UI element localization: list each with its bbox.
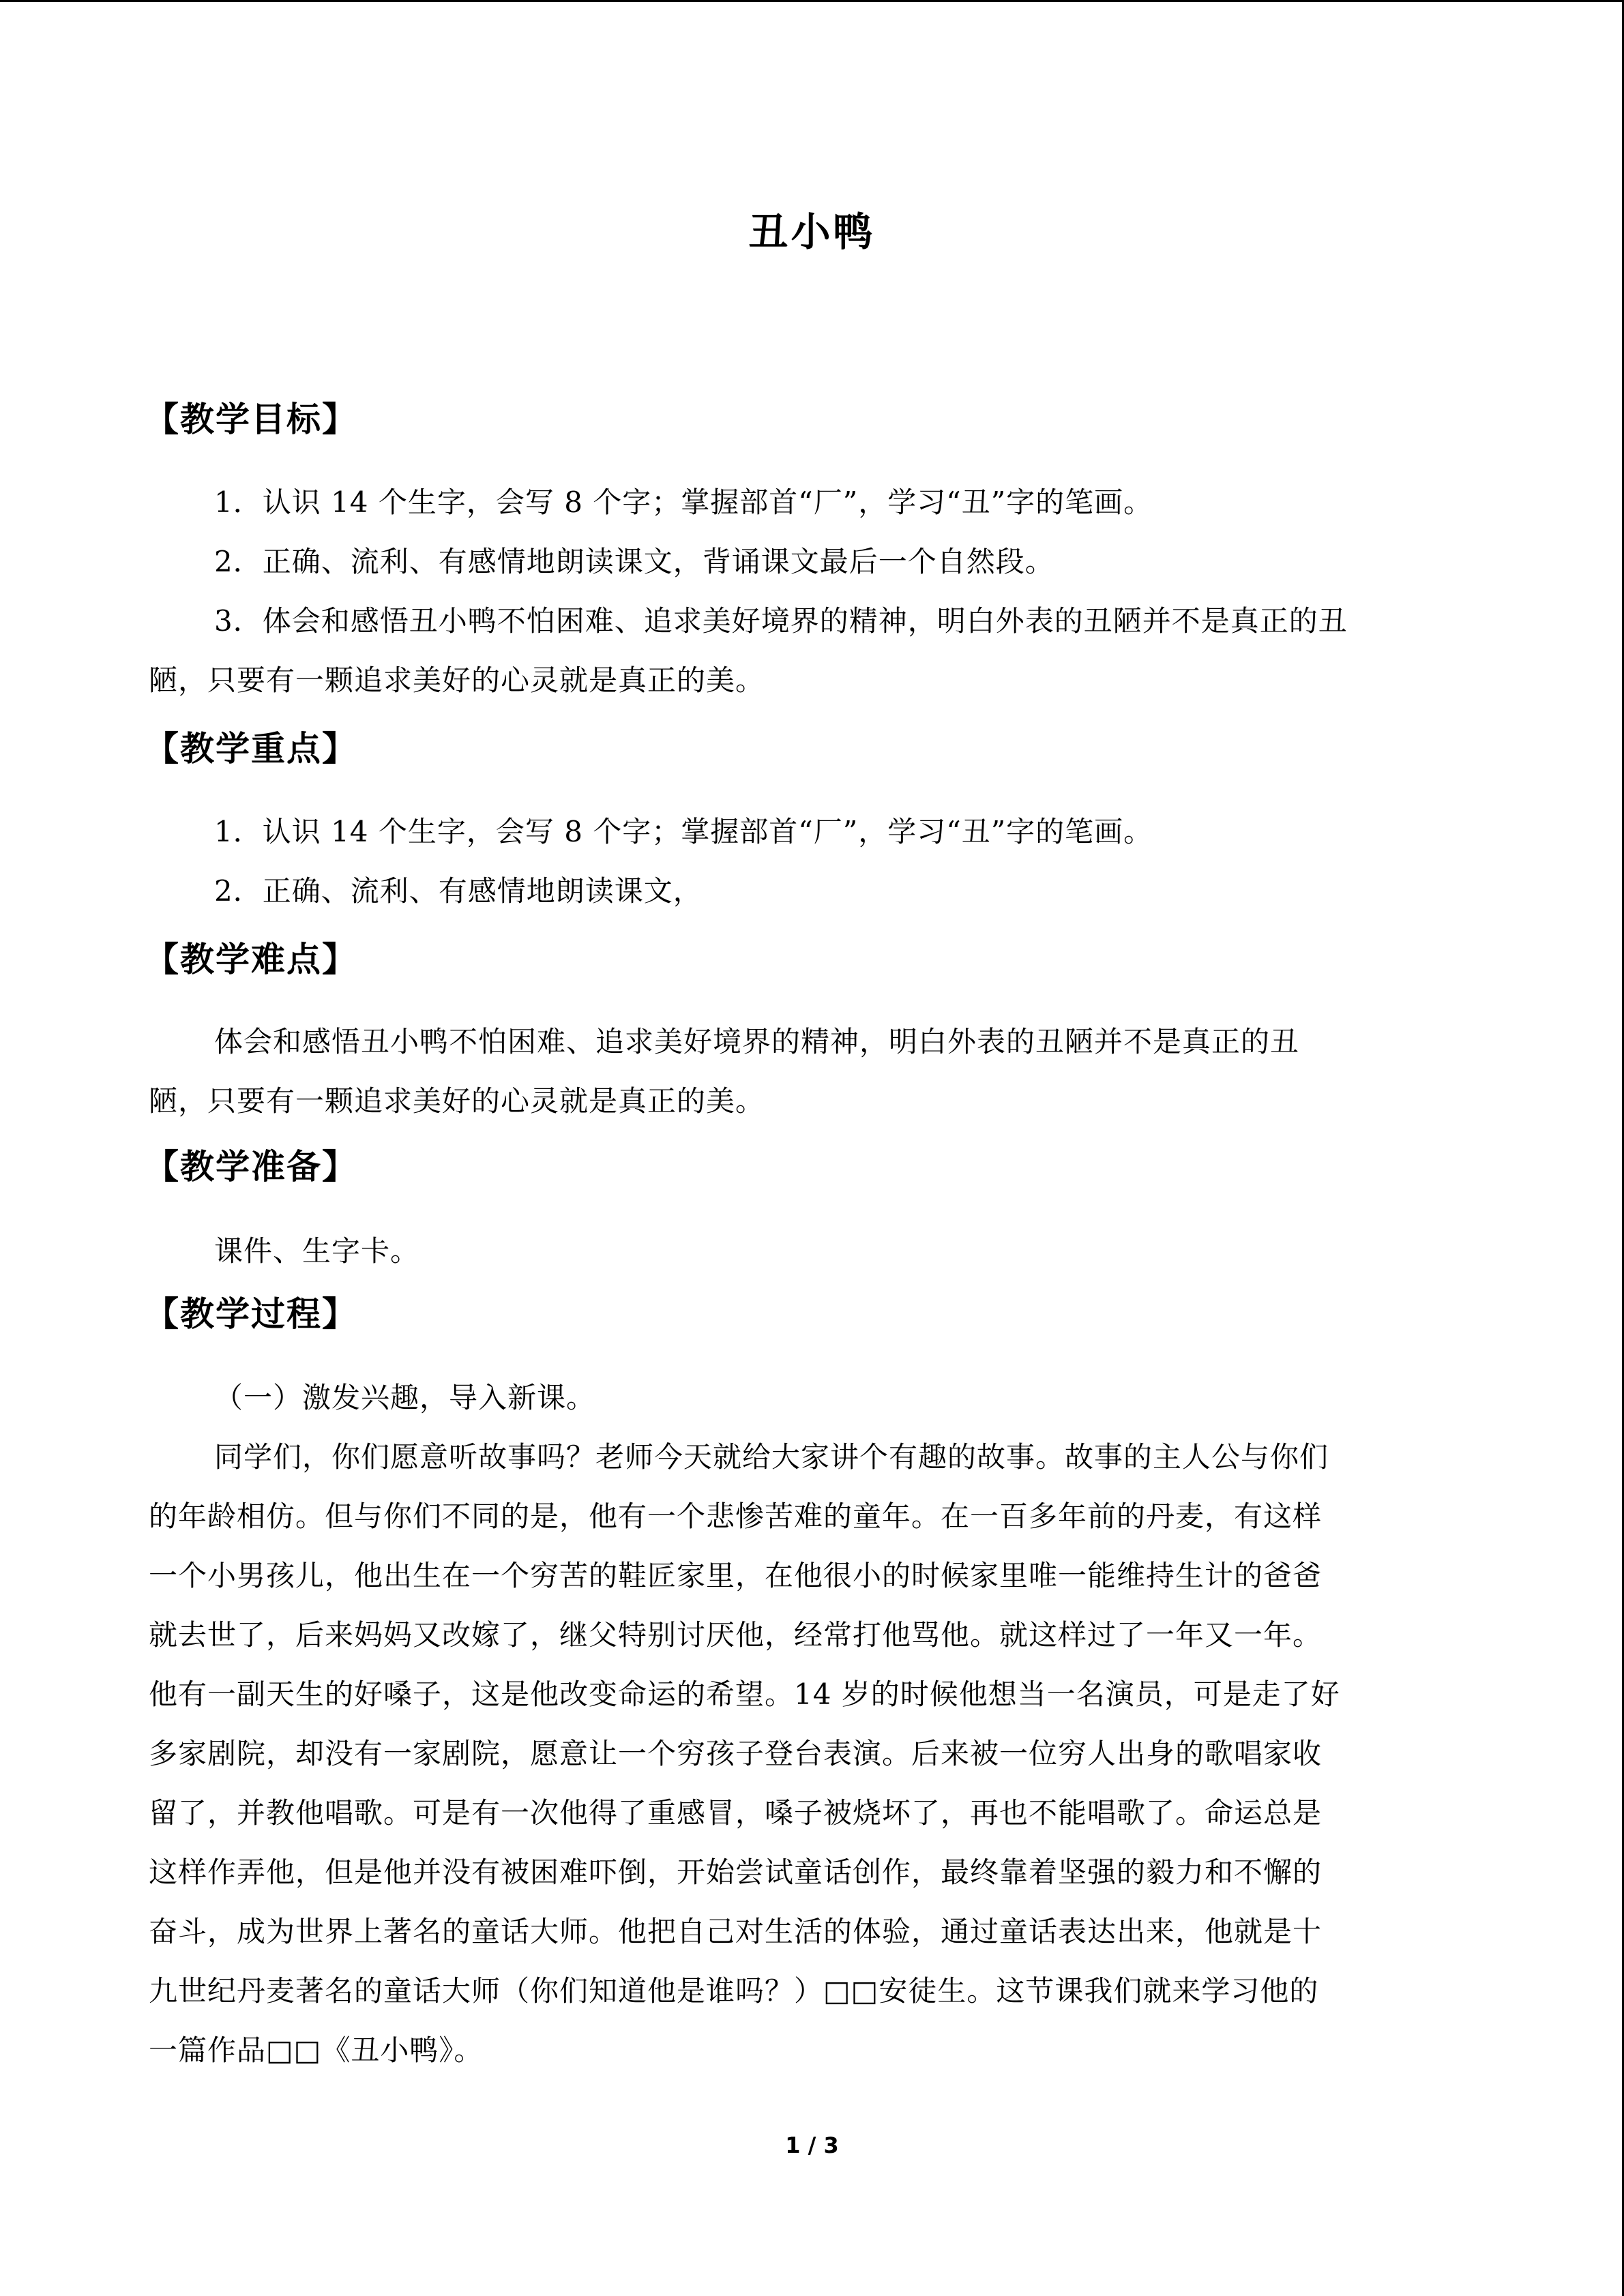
- process-step-1: （一）激发兴趣，导入新课。: [214, 1381, 596, 1414]
- page-number: 1 / 3: [785, 2132, 839, 2158]
- key-point-item-2: 2．正确、流利、有感情地朗读课文，: [214, 874, 703, 908]
- preparation-line: 课件、生字卡。: [214, 1234, 420, 1268]
- process-line-4: 就去世了，后来妈妈又改嫁了，继父特别讨厌他，经常打他骂他。就这样过了一年又一年。: [149, 1618, 1323, 1652]
- document-title: 丑小鸭: [748, 209, 876, 255]
- preparation-text: [149, 1221, 1475, 1281]
- process-line-11: 一篇作品□□《丑小鸭》。: [149, 2033, 484, 2067]
- process-line-1: 同学们，你们愿意听故事吗？老师今天就给大家讲个有趣的故事。故事的主人公与你们: [214, 1440, 1329, 1474]
- difficulties-line-2: 陋，只要有一颗追求美好的心灵就是真正的美。: [149, 1084, 765, 1118]
- heading-preparation: 【教学准备】: [145, 1147, 357, 1187]
- heading-key-points: 【教学重点】: [145, 729, 357, 769]
- difficulties-line-1: 体会和感悟丑小鸭不怕困难、追求美好境界的精神，明白外表的丑陋并不是真正的丑: [214, 1025, 1300, 1058]
- process-line-5: 他有一副天生的好嗓子，这是他改变命运的希望。14 岁的时候他想当一名演员，可是走了好: [149, 1678, 1340, 1711]
- process-line-2: 的年龄相仿。但与你们不同的是，他有一个悲惨苦难的童年。在一百多年前的丹麦，有这样: [149, 1500, 1323, 1533]
- heading-objectives: 【教学目标】: [145, 400, 357, 439]
- heading-difficulties: 【教学难点】: [145, 940, 357, 979]
- process-line-10: 九世纪丹麦著名的童话大师（你们知道他是谁吗？）□□安徒生。这节课我们就来学习他的: [149, 1974, 1319, 2008]
- objective-item-3-continued: 陋，只要有一颗追求美好的心灵就是真正的美。: [149, 664, 765, 697]
- objective-item-1: 1．认识 14 个生字，会写 8 个字；掌握部首“厂”，学习“丑”字的笔画。: [214, 486, 1153, 519]
- objective-item-2: 2．正确、流利、有感情地朗读课文，背诵课文最后一个自然段。: [214, 545, 1054, 578]
- difficulties-text: [149, 1012, 1475, 1131]
- process-line-8: 这样作弄他，但是他并没有被困难吓倒，开始尝试童话创作，最终靠着坚强的毅力和不懈的: [149, 1855, 1323, 1889]
- process-line-6: 多家剧院，却没有一家剧院，愿意让一个穷孩子登台表演。后来被一位穷人出身的歌唱家收: [149, 1737, 1323, 1770]
- process-line-9: 奋斗，成为世界上著名的童话大师。他把自己对生活的体验，通过童话表达出来，他就是十: [149, 1915, 1323, 1948]
- heading-process: 【教学过程】: [145, 1294, 357, 1334]
- key-points-list: [149, 802, 1475, 921]
- page-border-top: [0, 0, 1624, 2]
- process-text: [149, 1368, 1475, 2080]
- process-line-3: 一个小男孩儿，他出生在一个穷苦的鞋匠家里，在他很小的时候家里唯一能维持生计的爸爸: [149, 1559, 1323, 1592]
- process-line-7: 留了，并教他唱歌。可是有一次他得了重感冒，嗓子被烧坏了，再也不能唱歌了。命运总是: [149, 1796, 1323, 1830]
- objectives-list: [149, 473, 1475, 710]
- key-point-item-1: 1．认识 14 个生字，会写 8 个字；掌握部首“厂”，学习“丑”字的笔画。: [214, 815, 1153, 848]
- objective-item-3: 3．体会和感悟丑小鸭不怕困难、追求美好境界的精神，明白外表的丑陋并不是真正的丑: [214, 604, 1348, 638]
